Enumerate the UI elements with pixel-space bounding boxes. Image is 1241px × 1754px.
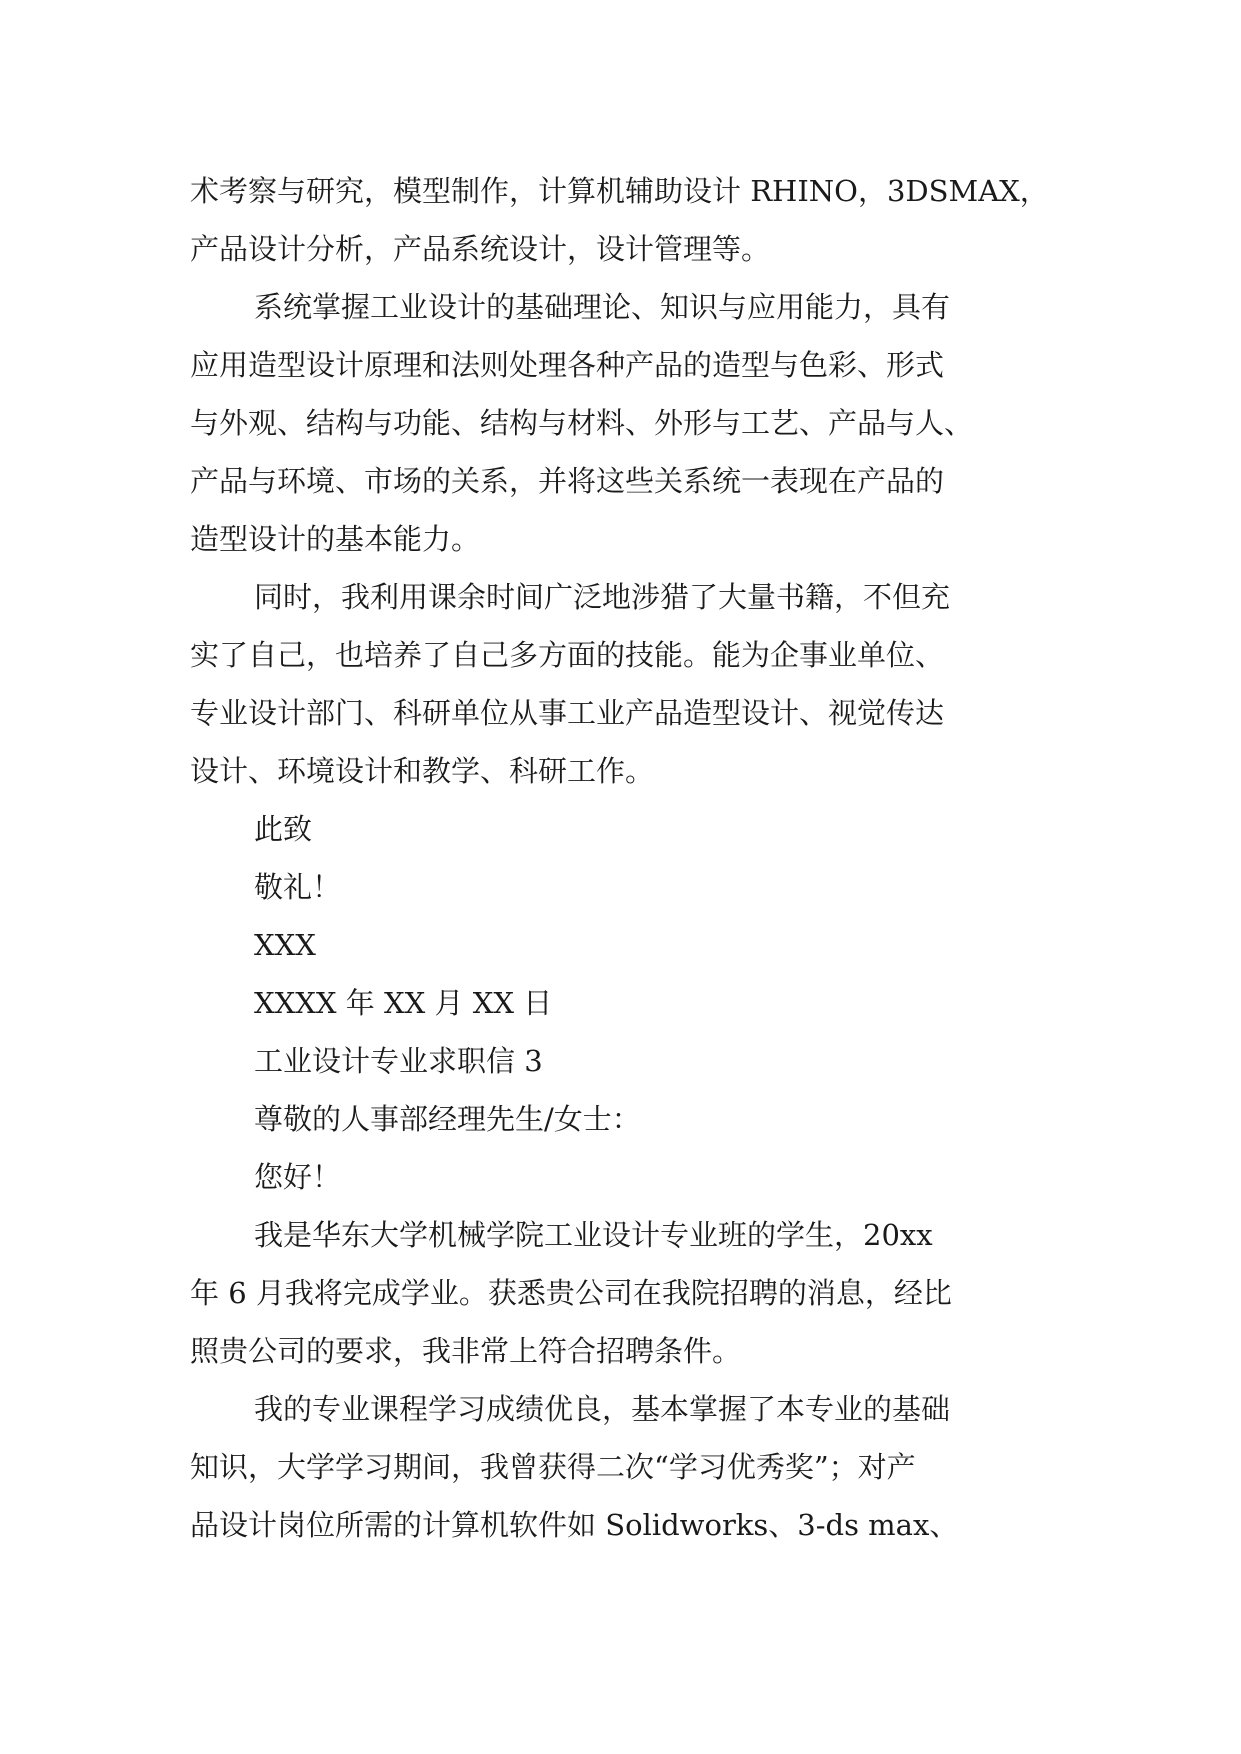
text-line: 应用造型设计原理和法则处理各种产品的造型与色彩、形式 — [190, 348, 945, 382]
text-line: 系统掌握工业设计的基础理论、知识与应用能力，具有 — [254, 290, 951, 324]
text-line: 与外观、结构与功能、结构与材料、外形与工艺、产品与人、 — [190, 406, 974, 440]
section-heading: 工业设计专业求职信 3 — [254, 1044, 543, 1078]
signature-name: XXX — [254, 928, 316, 962]
greeting: 尊敬的人事部经理先生/女士： — [254, 1102, 641, 1136]
text-line: 专业设计部门、科研单位从事工业产品造型设计、视觉传达 — [190, 696, 945, 730]
text-line: 实了自己，也培养了自己多方面的技能。能为企事业单位、 — [190, 638, 945, 672]
text-line: 年 6 月我将完成学业。获悉贵公司在我院招聘的消息，经比 — [190, 1276, 952, 1310]
text-line: 同时，我利用课余时间广泛地涉猎了大量书籍，不但充 — [254, 580, 951, 614]
text-line: 产品与环境、市场的关系，并将这些关系统一表现在产品的 — [190, 464, 945, 498]
text-line: 我的专业课程学习成绩优良，基本掌握了本专业的基础 — [254, 1392, 951, 1426]
text-line: 造型设计的基本能力。 — [190, 522, 481, 556]
text-line: 设计、环境设计和教学、科研工作。 — [190, 754, 655, 788]
closing-phrase: 此致 — [254, 812, 313, 846]
salutation-closing: 敬礼！ — [254, 870, 342, 904]
signature-date: XXXX 年 XX 月 XX 日 — [254, 986, 553, 1020]
text-line: 照贵公司的要求，我非常上符合招聘条件。 — [190, 1334, 742, 1368]
letter-body — [190, 162, 1050, 1554]
text-line: 术考察与研究，模型制作，计算机辅助设计 RHINO，3DSMAX， — [190, 174, 1049, 208]
text-line: 产品设计分析，产品系统设计，设计管理等。 — [190, 232, 771, 266]
text-line: 我是华东大学机械学院工业设计专业班的学生，20xx — [254, 1218, 933, 1252]
text-line: 知识，大学学习期间，我曾获得二次“学习优秀奖”；对产 — [190, 1450, 916, 1484]
text-line: 品设计岗位所需的计算机软件如 Solidworks、3-ds max、 — [190, 1508, 959, 1542]
greeting-hello: 您好！ — [254, 1160, 342, 1194]
